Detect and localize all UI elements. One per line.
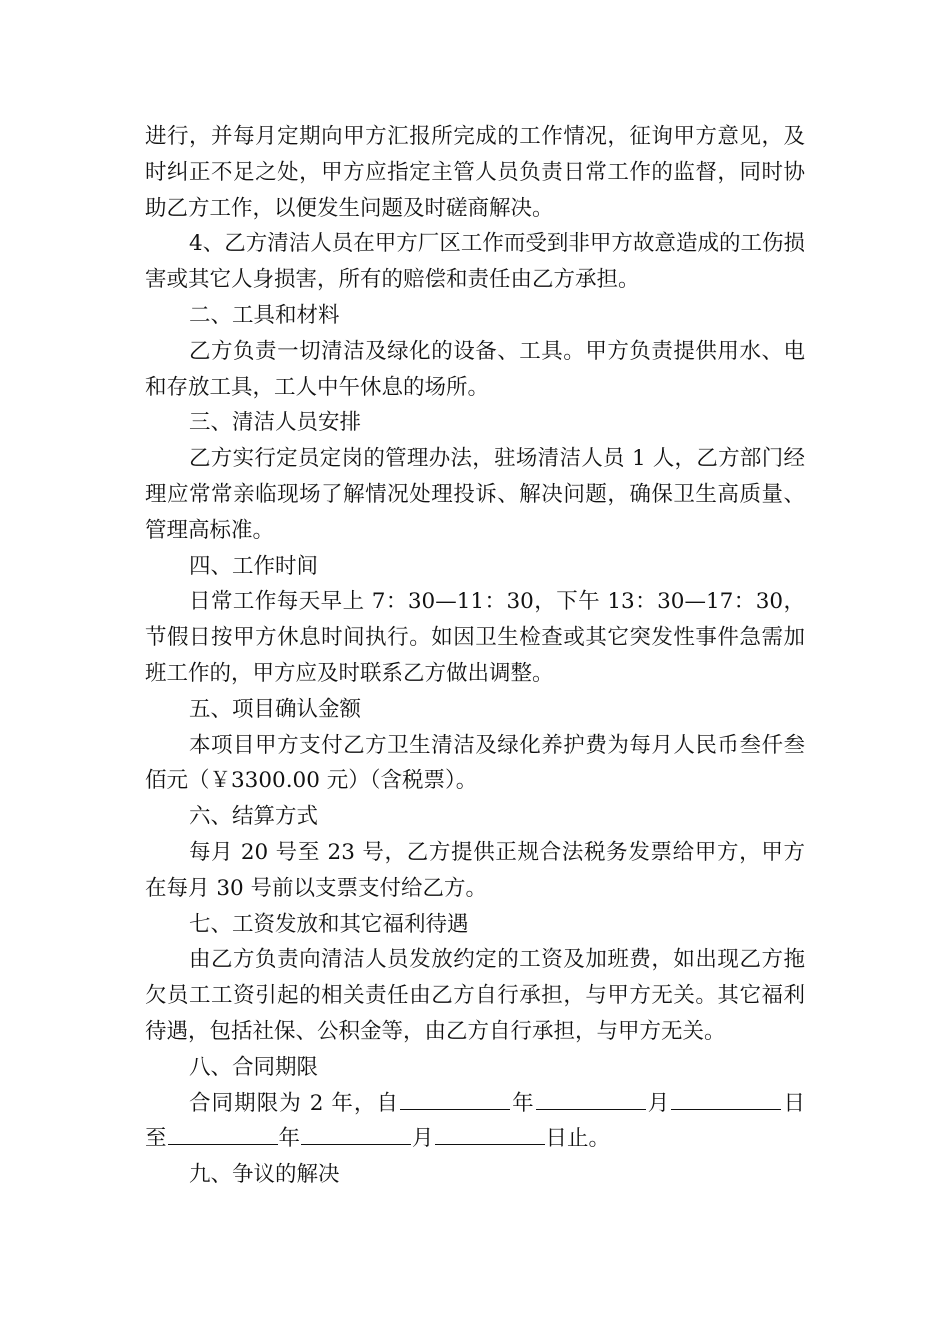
section-heading-hours: 四、工作时间 xyxy=(189,553,319,579)
term-year-2: 年 xyxy=(278,1126,301,1152)
section-heading-settlement: 六、结算方式 xyxy=(189,804,319,830)
paragraph-1: 进行，并每月定期向甲方汇报所完成的工作情况，征询甲方意见，及时纠正不足之处，甲方应指定主管人员负责日常工作的监督，同时协助乙方工作，以便发生问题及时磋商解决。 xyxy=(145,124,805,221)
term-prefix: 合同期限为 2 年，自 xyxy=(189,1090,400,1116)
section-heading-tools: 二、工具和材料 xyxy=(189,302,340,328)
blank-start-month[interactable] xyxy=(536,1087,646,1110)
term-month-1: 月 xyxy=(646,1090,671,1116)
paragraph-settlement: 每月 20 号至 23 号，乙方提供正规合法税务发票给甲方，甲方在每月 30 号前以支票支付给乙方。 xyxy=(145,839,805,901)
paragraph-tools: 乙方负责一切清洁及绿化的设备、工具。甲方负责提供用水、电和存放工具，工人中午休息的场所。 xyxy=(145,338,805,400)
term-day-1: 日 xyxy=(782,1090,805,1116)
term-to: 至 xyxy=(145,1126,167,1152)
blank-end-day[interactable] xyxy=(435,1122,545,1145)
blank-end-year[interactable] xyxy=(168,1122,278,1145)
paragraph-staff: 乙方实行定员定岗的管理办法，驻场清洁人员 1 人，乙方部门经理应常常亲临现场了解情况处理投诉、解决问题，确保卫生高质量、管理高标准。 xyxy=(145,446,805,543)
section-heading-wages: 七、工资发放和其它福利待遇 xyxy=(189,911,469,937)
contract-page xyxy=(145,119,805,1193)
section-heading-term: 八、合同期限 xyxy=(189,1054,319,1080)
blank-start-year[interactable] xyxy=(400,1087,510,1110)
paragraph-wages: 由乙方负责向清洁人员发放约定的工资及加班费，如出现乙方拖欠员工工资引起的相关责任由乙方自行承担，与甲方无关。其它福利待遇，包括社保、公积金等，由乙方自行承担，与甲方无关。 xyxy=(145,947,805,1044)
term-year-1: 年 xyxy=(511,1090,535,1116)
term-end: 日止。 xyxy=(545,1126,611,1152)
term-month-2: 月 xyxy=(412,1126,434,1152)
paragraph-term xyxy=(145,1086,805,1158)
section-heading-amount: 五、项目确认金额 xyxy=(189,696,362,722)
paragraph-amount: 本项目甲方支付乙方卫生清洁及绿化养护费为每月人民币叁仟叁佰元（￥3300.00 元）（含税票）。 xyxy=(145,732,805,794)
blank-start-day[interactable] xyxy=(671,1087,781,1110)
paragraph-hours: 日常工作每天早上 7：30—11：30，下午 13：30—17：30，节假日按甲方休息时间执行。如因卫生检查或其它突发性事件急需加班工作的，甲方应及时联系乙方做出调整。 xyxy=(145,589,805,686)
section-heading-staff: 三、清洁人员安排 xyxy=(189,410,362,436)
paragraph-2: 4、乙方清洁人员在甲方厂区工作而受到非甲方故意造成的工伤损害或其它人身损害，所有的赔偿和责任由乙方承担。 xyxy=(145,231,805,293)
section-heading-dispute: 九、争议的解决 xyxy=(189,1162,340,1188)
blank-end-month[interactable] xyxy=(301,1122,411,1145)
